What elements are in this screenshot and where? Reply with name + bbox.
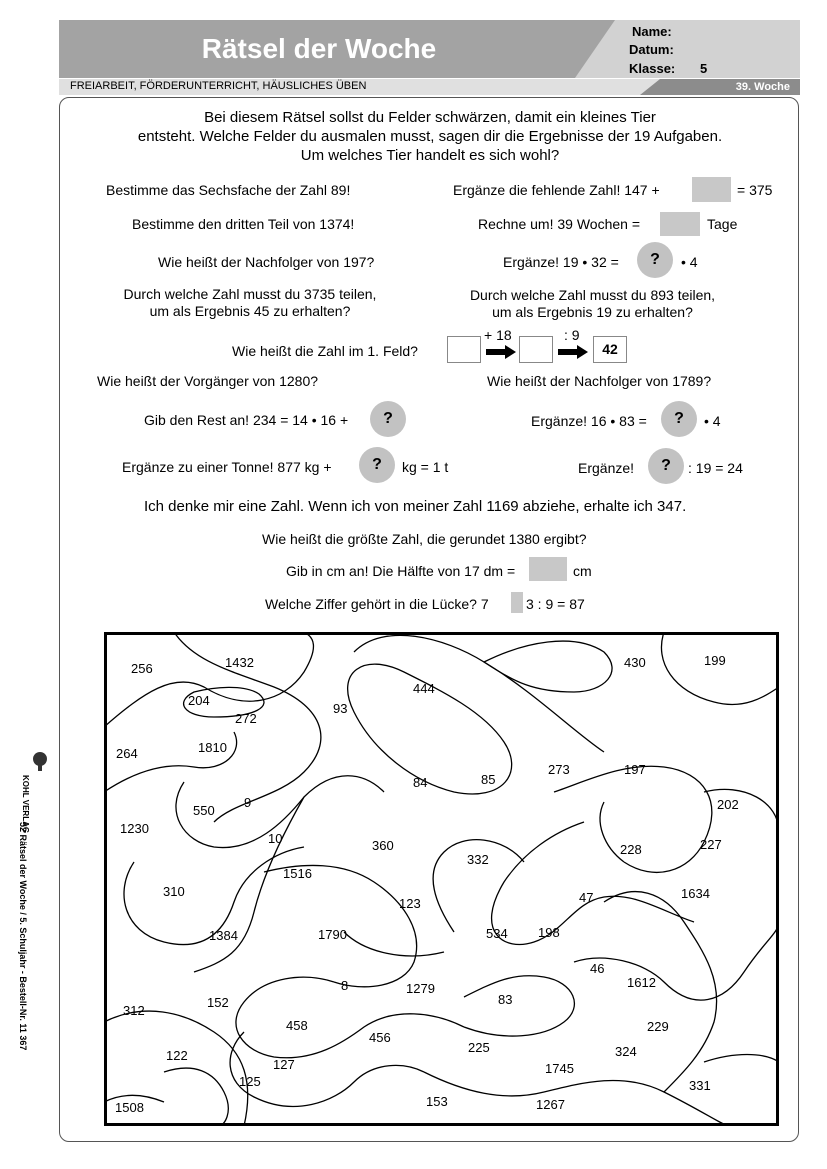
puzzle-number: 84 — [413, 775, 428, 790]
date-label: Datum: — [629, 42, 674, 57]
question-mark-icon: ? — [637, 242, 673, 278]
puzzle-number: 324 — [615, 1044, 637, 1059]
task-8-line: Durch welche Zahl musst du 893 teilen, — [469, 287, 716, 303]
result-box: 42 — [593, 336, 627, 363]
answer-box[interactable] — [660, 212, 700, 236]
puzzle-number: 1267 — [536, 1097, 565, 1112]
puzzle-number: 1230 — [120, 821, 149, 836]
arrow-right-icon — [485, 344, 517, 360]
puzzle-number: 312 — [123, 1003, 145, 1018]
question-mark-icon: ? — [359, 447, 395, 483]
answer-box-1[interactable] — [447, 336, 481, 363]
publisher-name — [18, 775, 30, 834]
puzzle-number: 202 — [717, 797, 739, 812]
week-label: 39. Woche — [735, 81, 790, 93]
puzzle-number: 310 — [163, 884, 185, 899]
puzzle-number: 1790 — [318, 927, 347, 942]
puzzle-number: 332 — [467, 852, 489, 867]
intro-line: Um welches Tier handelt es sich wohl? — [300, 147, 560, 164]
puzzle-number: 1745 — [545, 1061, 574, 1076]
puzzle-number: 534 — [486, 926, 508, 941]
task-14-end: kg = 1 t — [402, 459, 449, 475]
task-2-text: Ergänze die fehlende Zahl! 147 + — [453, 182, 660, 198]
puzzle-number: 256 — [131, 661, 153, 676]
puzzle-number: 197 — [624, 762, 646, 777]
answer-box-2[interactable] — [519, 336, 553, 363]
intro-text — [60, 108, 800, 165]
answer-box[interactable] — [692, 177, 731, 202]
answer-box[interactable] — [511, 592, 523, 613]
puzzle-number: 1432 — [225, 655, 254, 670]
puzzle-number: 1279 — [406, 981, 435, 996]
puzzle-number: 227 — [700, 837, 722, 852]
question-mark-icon: ? — [661, 401, 697, 437]
puzzle-number: 152 — [207, 995, 229, 1010]
task-1: Bestimme das Sechsfache der Zahl 89! — [106, 182, 351, 198]
puzzle-number: 456 — [369, 1030, 391, 1045]
puzzle-number: 46 — [590, 961, 605, 976]
puzzle-number: 125 — [239, 1074, 261, 1089]
task-15-text: Ergänze! — [578, 460, 635, 476]
task-2-end: = 375 — [737, 182, 773, 198]
task-19-end: 3 : 9 = 87 — [526, 596, 585, 612]
puzzle-number: 444 — [413, 681, 435, 696]
question-mark-icon: ? — [648, 448, 684, 484]
puzzle-number: 93 — [333, 701, 348, 716]
puzzle-number: 228 — [620, 842, 642, 857]
task-11: Wie heißt der Nachfolger von 1789? — [487, 373, 712, 389]
puzzle-number: 83 — [498, 992, 513, 1007]
puzzle-number: 9 — [244, 795, 252, 810]
task-10: Wie heißt der Vorgänger von 1280? — [97, 373, 319, 389]
puzzle-number: 122 — [166, 1048, 188, 1063]
task-5: Wie heißt der Nachfolger von 197? — [158, 254, 375, 270]
task-7 — [90, 286, 410, 320]
task-12-text: Gib den Rest an! 234 = 14 • 16 + — [144, 412, 349, 428]
puzzle-number: 273 — [548, 762, 570, 777]
puzzle-number: 458 — [286, 1018, 308, 1033]
task-15-end: : 19 = 24 — [688, 460, 743, 476]
task-14-text: Ergänze zu einer Tonne! 877 kg + — [122, 459, 332, 475]
task-6-end: • 4 — [681, 254, 698, 270]
task-8-line: um als Ergebnis 19 zu erhalten? — [492, 304, 693, 320]
puzzle-number: 1612 — [627, 975, 656, 990]
task-18-text: Gib in cm an! Die Hälfte von 17 dm = — [286, 563, 516, 579]
puzzle-number: 10 — [268, 831, 283, 846]
publisher-logo-icon — [28, 750, 50, 772]
task-16: Ich denke mir eine Zahl. Wenn ich von meiner Zahl 1169 abziehe, erhalte ich 347. — [144, 498, 687, 515]
task-3: Bestimme den dritten Teil von 1374! — [132, 216, 355, 232]
operation-label: + 18 — [484, 327, 512, 343]
puzzle-number: 1384 — [209, 928, 238, 943]
puzzle-number: 430 — [624, 655, 646, 670]
question-mark-icon: ? — [370, 401, 406, 437]
task-4-end: Tage — [707, 216, 738, 232]
puzzle-number: 229 — [647, 1019, 669, 1034]
task-4-text: Rechne um! 39 Wochen = — [478, 216, 641, 232]
puzzle-number: 204 — [188, 693, 210, 708]
puzzle-number: 360 — [372, 838, 394, 853]
task-17: Wie heißt die größte Zahl, die gerundet 1380 ergibt? — [262, 531, 587, 547]
intro-line: entsteht. Welche Felder du ausmalen musst, sagen dir die Ergebnisse der 19 Aufgaben. — [137, 128, 723, 145]
operation-label: : 9 — [564, 327, 580, 343]
puzzle-number: 123 — [399, 896, 421, 911]
task-9-text: Wie heißt die Zahl im 1. Feld? — [232, 343, 418, 359]
task-7-line: um als Ergebnis 45 zu erhalten? — [149, 303, 351, 319]
task-6-text: Ergänze! 19 • 32 = — [503, 254, 619, 270]
puzzle-number: 8 — [341, 978, 349, 993]
task-19-text: Welche Ziffer gehört in die Lücke? 7 — [265, 596, 489, 612]
puzzle-number: 1634 — [681, 886, 710, 901]
intro-line: Bei diesem Rätsel sollst du Felder schwärzen, damit ein kleines Tier — [204, 109, 656, 126]
puzzle-number: 331 — [689, 1078, 711, 1093]
class-value: 5 — [700, 61, 708, 76]
page-title: Rätsel der Woche — [201, 33, 437, 64]
puzzle-number: 1508 — [115, 1100, 144, 1115]
puzzle-number: 1810 — [198, 740, 227, 755]
task-8 — [440, 287, 745, 321]
arrow-right-icon — [557, 344, 589, 360]
puzzle-number: 153 — [426, 1094, 448, 1109]
puzzle-number: 550 — [193, 803, 215, 818]
publisher-label: KOHL VERLAG — [21, 775, 30, 834]
puzzle-number: 264 — [116, 746, 138, 761]
puzzle-number: 225 — [468, 1040, 490, 1055]
task-18-end: cm — [573, 563, 592, 579]
answer-box[interactable] — [529, 557, 567, 581]
puzzle-number: 127 — [273, 1057, 295, 1072]
puzzle-number: 85 — [481, 772, 496, 787]
class-label: Klasse: — [629, 61, 676, 76]
task-13-text: Ergänze! 16 • 83 = — [531, 413, 647, 429]
name-label: Name: — [632, 24, 672, 39]
puzzle-number: 199 — [704, 653, 726, 668]
puzzle-number: 1516 — [283, 866, 312, 881]
puzzle-number: 47 — [579, 890, 594, 905]
task-13-end: • 4 — [704, 413, 721, 429]
task-7-line: Durch welche Zahl musst du 3735 teilen, — [123, 286, 377, 302]
subtitle: FREIARBEIT, FÖRDERUNTERRICHT, HÄUSLICHES ÜBEN — [70, 80, 367, 92]
footer-side-text: 52 Rätsel der Woche / 5. Schuljahr - Bestell-Nr. 11 367 — [18, 822, 28, 1051]
puzzle-number: 272 — [235, 711, 257, 726]
puzzle-number: 198 — [538, 925, 560, 940]
